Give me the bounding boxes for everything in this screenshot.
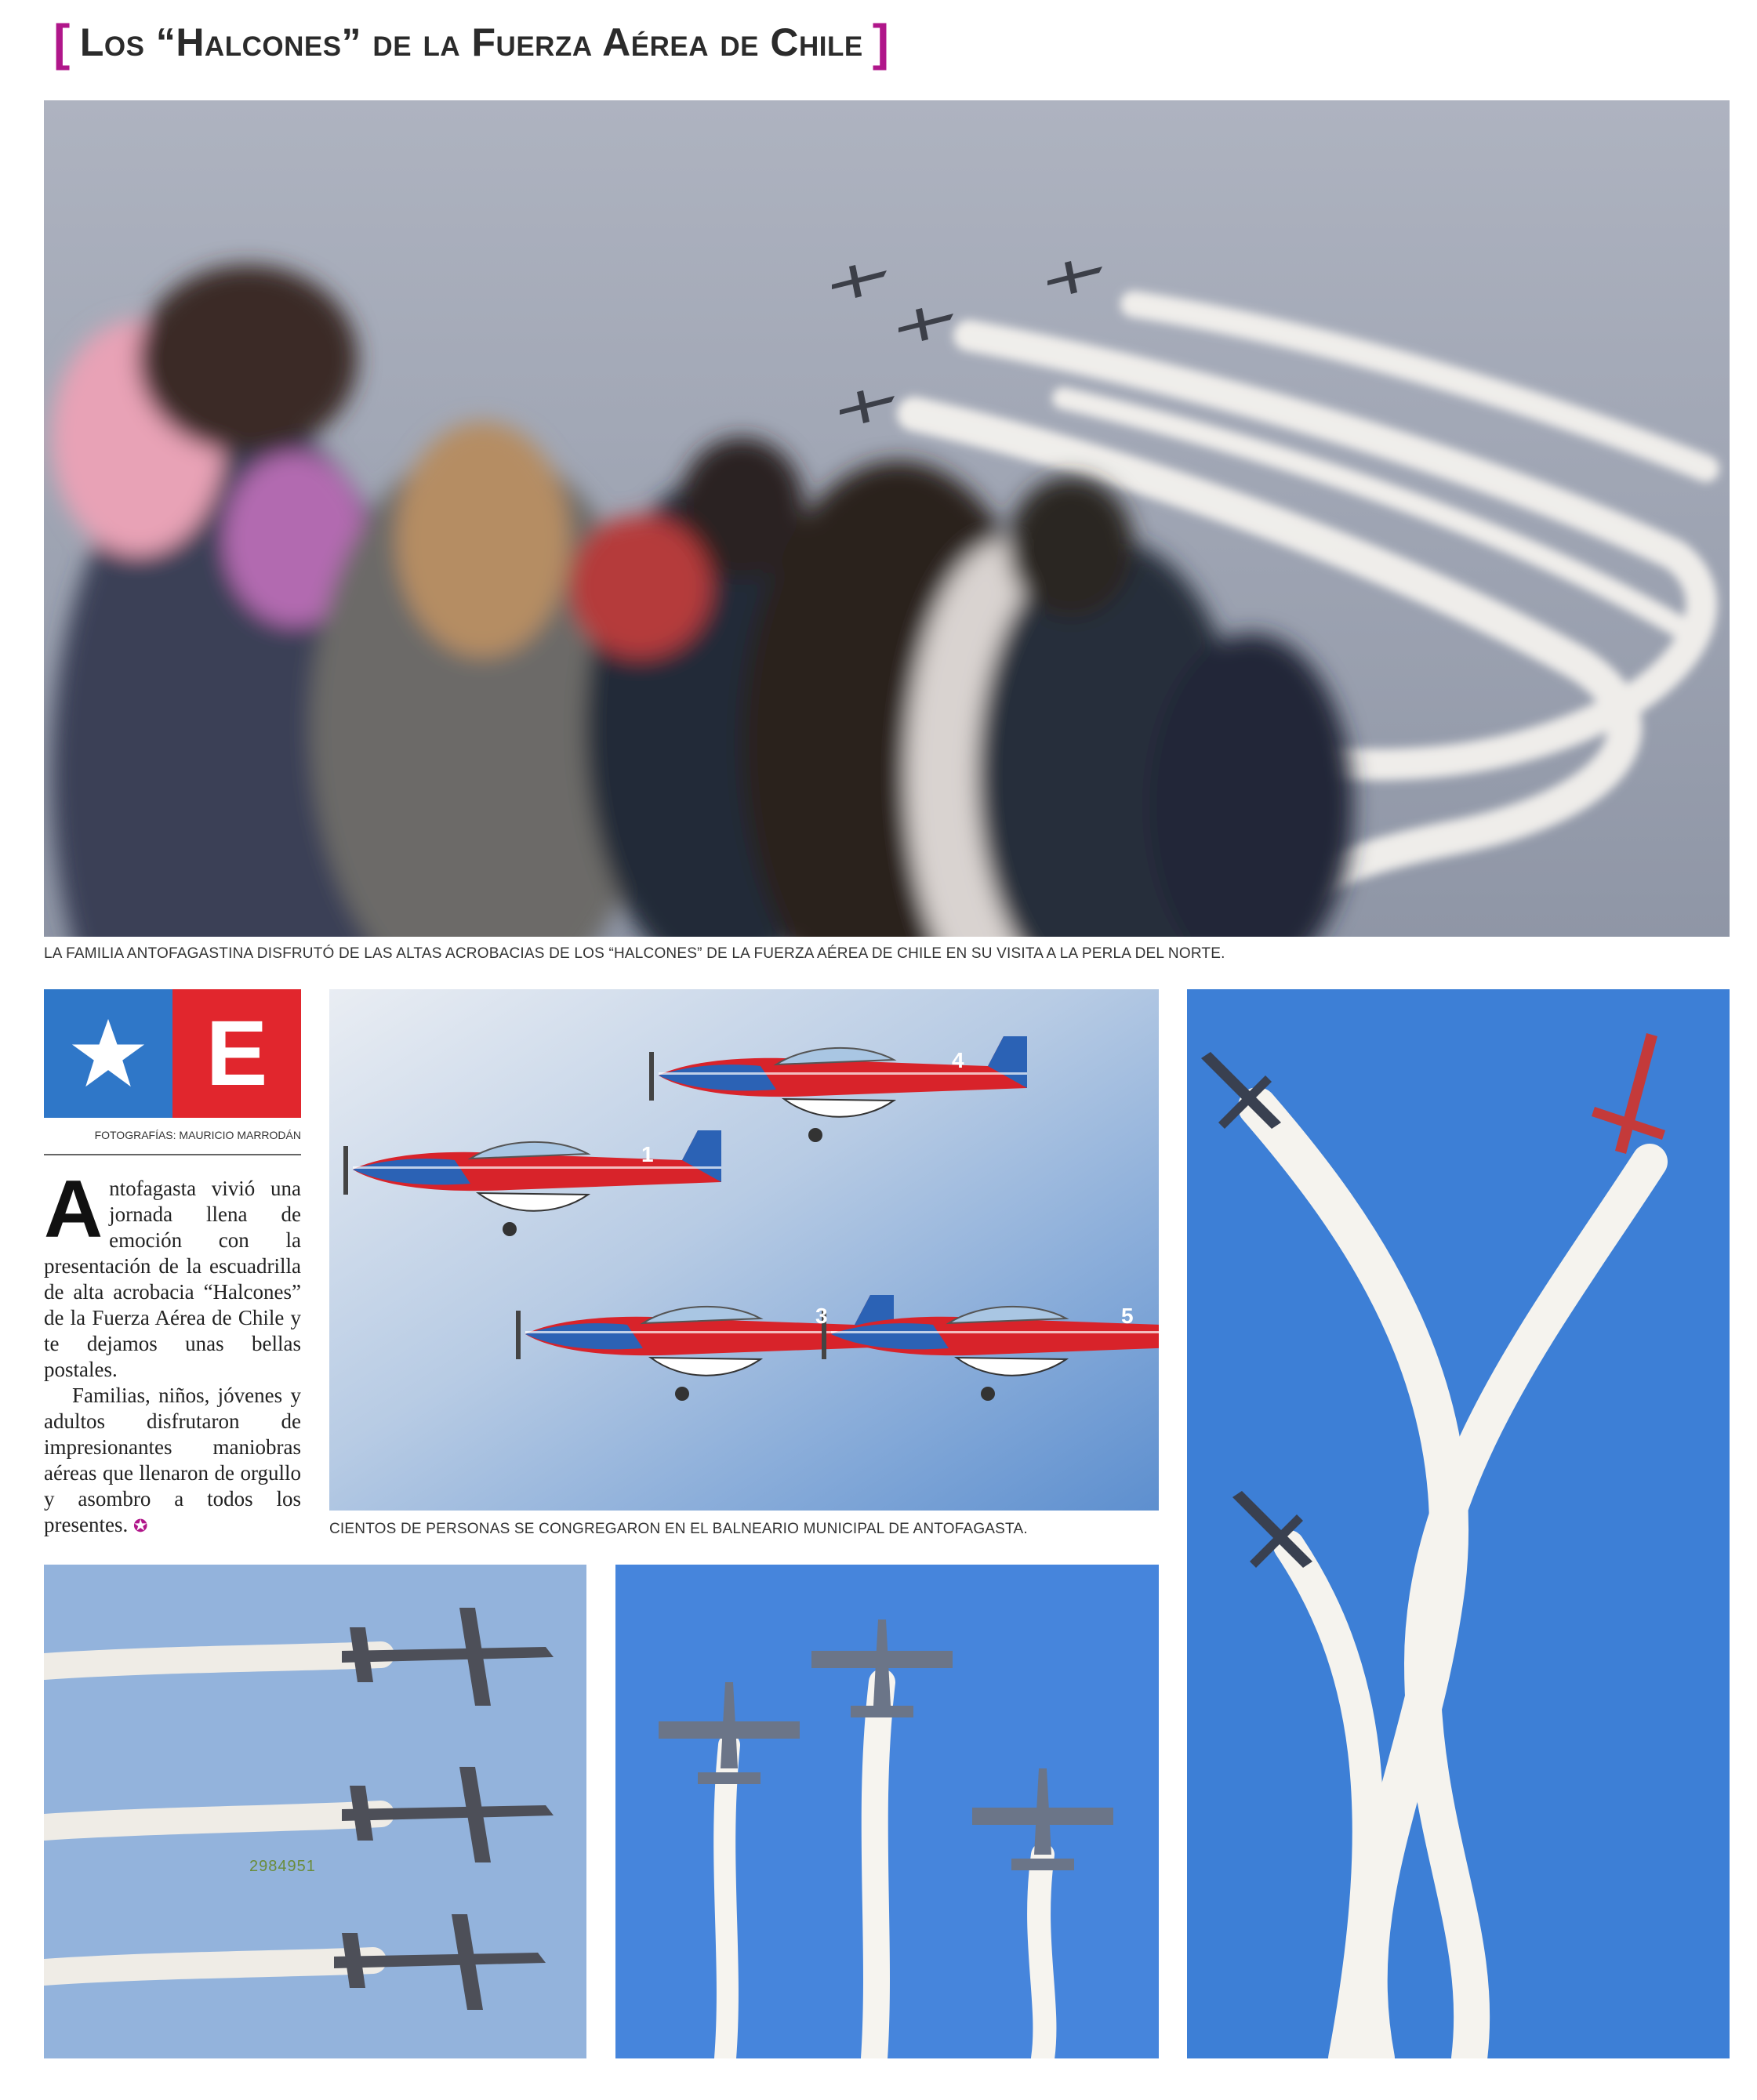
plane-number-4: 4 <box>952 1048 964 1072</box>
star-icon <box>44 989 172 1118</box>
dropcap: A <box>44 1164 103 1255</box>
article-paragraph-1: Antofagasta vivió una jornada llena de emoción con la presentación de la escuadrilla de alta acrobacia “Halcones” de la Fuerza Aérea de Chile y te dejamos unas bellas postales. <box>44 1164 301 1381</box>
logo-letter: E <box>205 1002 268 1105</box>
headline-open-bracket: [ <box>53 14 71 71</box>
headline <box>44 11 899 74</box>
article-paragraph-2: Familias, niños, jóvenes y adultos disfrutaron de impresionantes maniobras aéreas que llenaron de orgullo y asombro a todos los presentes. ✪ <box>44 1384 301 1536</box>
formation-photo <box>329 989 1159 1511</box>
plane-number-5: 5 <box>1121 1304 1134 1328</box>
headline-text: Los “Halcones” de la Fuerza Aérea de Chile <box>79 20 863 64</box>
article-body <box>44 1164 301 1539</box>
plane-number-1: 1 <box>641 1142 654 1166</box>
hero-caption: LA FAMILIA ANTOFAGASTINA DISFRUTÓ DE LAS ALTAS ACROBACIAS DE LOS “HALCONES” DE LA FUERZA AÉREA DE CHILE EN SU VISITA A LA PERLA DEL NORTE. <box>44 945 1225 962</box>
end-mark-icon: ✪ <box>133 1516 148 1536</box>
divider <box>44 1154 301 1155</box>
photo-reference-code: 2984951 <box>249 1858 316 1875</box>
headline-close-bracket: ] <box>872 14 890 71</box>
crossing-trails-photo <box>1187 989 1730 2058</box>
formation-caption: CIENTOS DE PERSONAS SE CONGREGARON EN EL BALNEARIO MUNICIPAL DE ANTOFAGASTA. <box>329 1521 1028 1537</box>
vertical-climb-photo <box>615 1565 1159 2058</box>
plane-number-3: 3 <box>815 1304 828 1328</box>
hero-photo <box>44 100 1730 937</box>
newspaper-logo <box>44 989 301 1118</box>
photo-credit: FOTOGRAFÍAS: MAURICIO MARRODÁN <box>94 1129 301 1141</box>
level-flight-photo <box>44 1565 586 2058</box>
